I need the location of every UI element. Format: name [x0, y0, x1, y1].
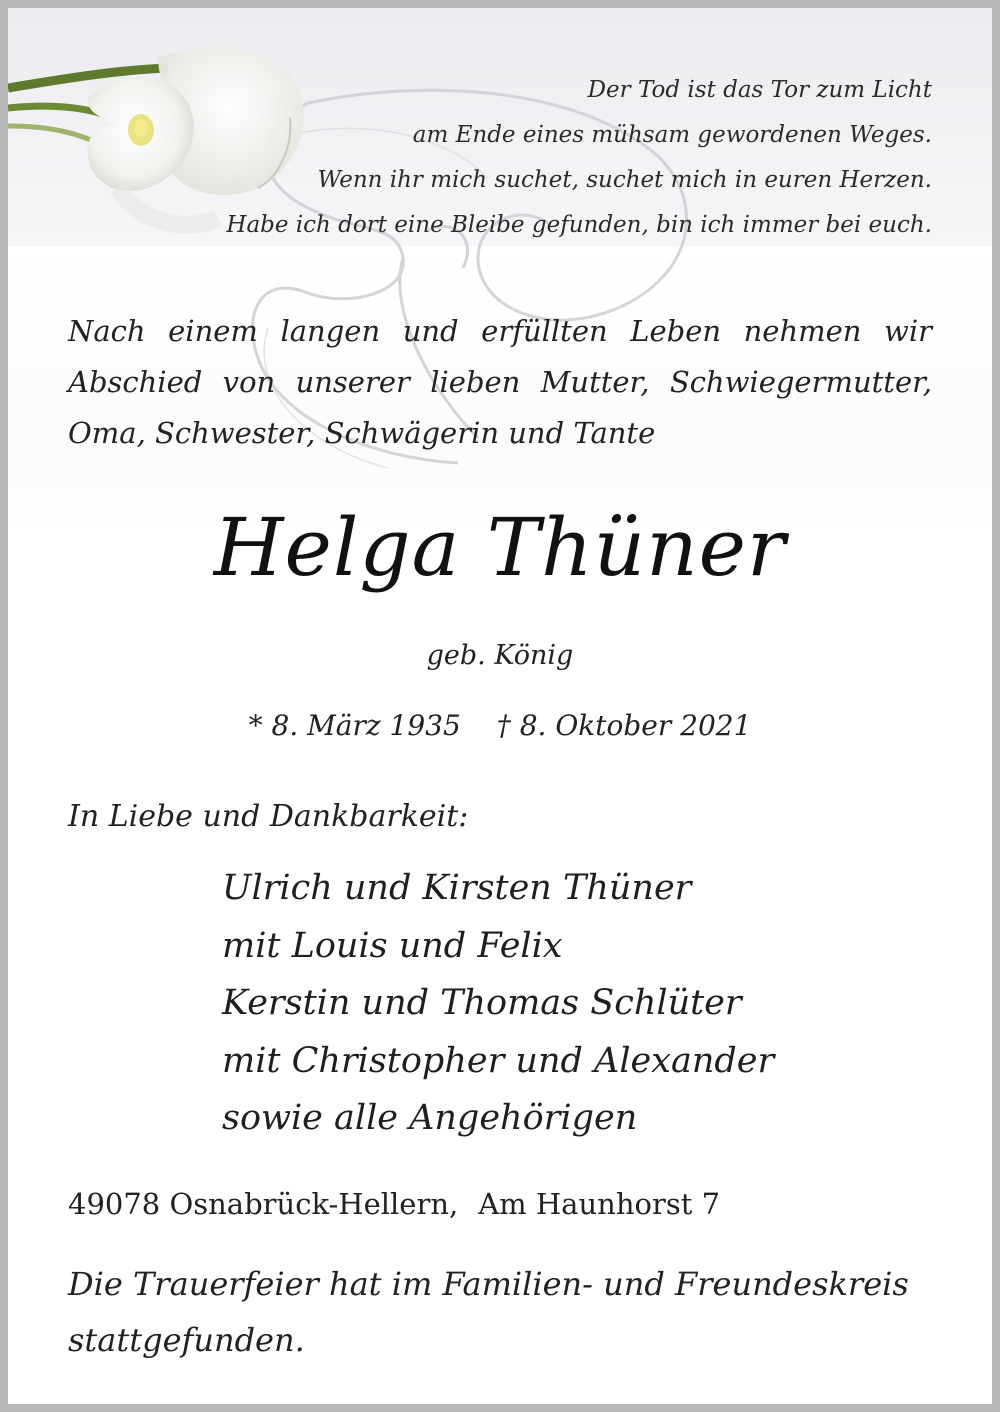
verse-line: am Ende eines mühsam gewordenen Weges.: [412, 122, 932, 148]
closing-note: Die Trauerfeier hat im Familien- und Freundeskreis stattgefunden.: [68, 1265, 909, 1359]
verse-line: Der Tod ist das Tor zum Licht: [587, 77, 932, 103]
death-date: † 8. Oktober 2021: [496, 709, 752, 742]
mourner-line: Ulrich und Kirsten Thüner: [222, 868, 692, 908]
address-street: Am Haunhorst 7: [478, 1187, 721, 1221]
maiden-name: geb. König: [426, 640, 574, 671]
birth-date: * 8. März 1935: [248, 709, 461, 742]
verse-line: Habe ich dort eine Bleibe gefunden, bin ich immer bei euch.: [226, 212, 932, 238]
intro-paragraph: [68, 306, 932, 459]
mourner-line: mit Louis und Felix: [222, 925, 563, 966]
verse: [172, 68, 932, 248]
mourner-line: mit Christopher und Alexander: [222, 1040, 775, 1081]
intro-line: Nach einem langen und erfüllten Leben nehmen wir: [68, 314, 932, 348]
deceased-name: Helga Thüner: [213, 501, 787, 594]
mourner-line: sowie alle Angehörigen: [222, 1098, 638, 1138]
mourners-heading: In Liebe und Dankbarkeit:: [68, 799, 469, 834]
address: [68, 1182, 720, 1226]
verse-line: Wenn ihr mich suchet, suchet mich in euren Herzen.: [317, 167, 932, 193]
address-postal: 49078 Osnabrück-Hellern,: [68, 1187, 459, 1221]
mourner-line: Kerstin und Thomas Schlüter: [222, 983, 742, 1023]
life-dates: [8, 705, 992, 747]
intro-line: Oma, Schwester, Schwägerin und Tante: [68, 416, 656, 450]
intro-line: Abschied von unserer lieben Mutter, Schwiegermutter,: [68, 365, 932, 399]
mourners-list: [222, 860, 774, 1148]
